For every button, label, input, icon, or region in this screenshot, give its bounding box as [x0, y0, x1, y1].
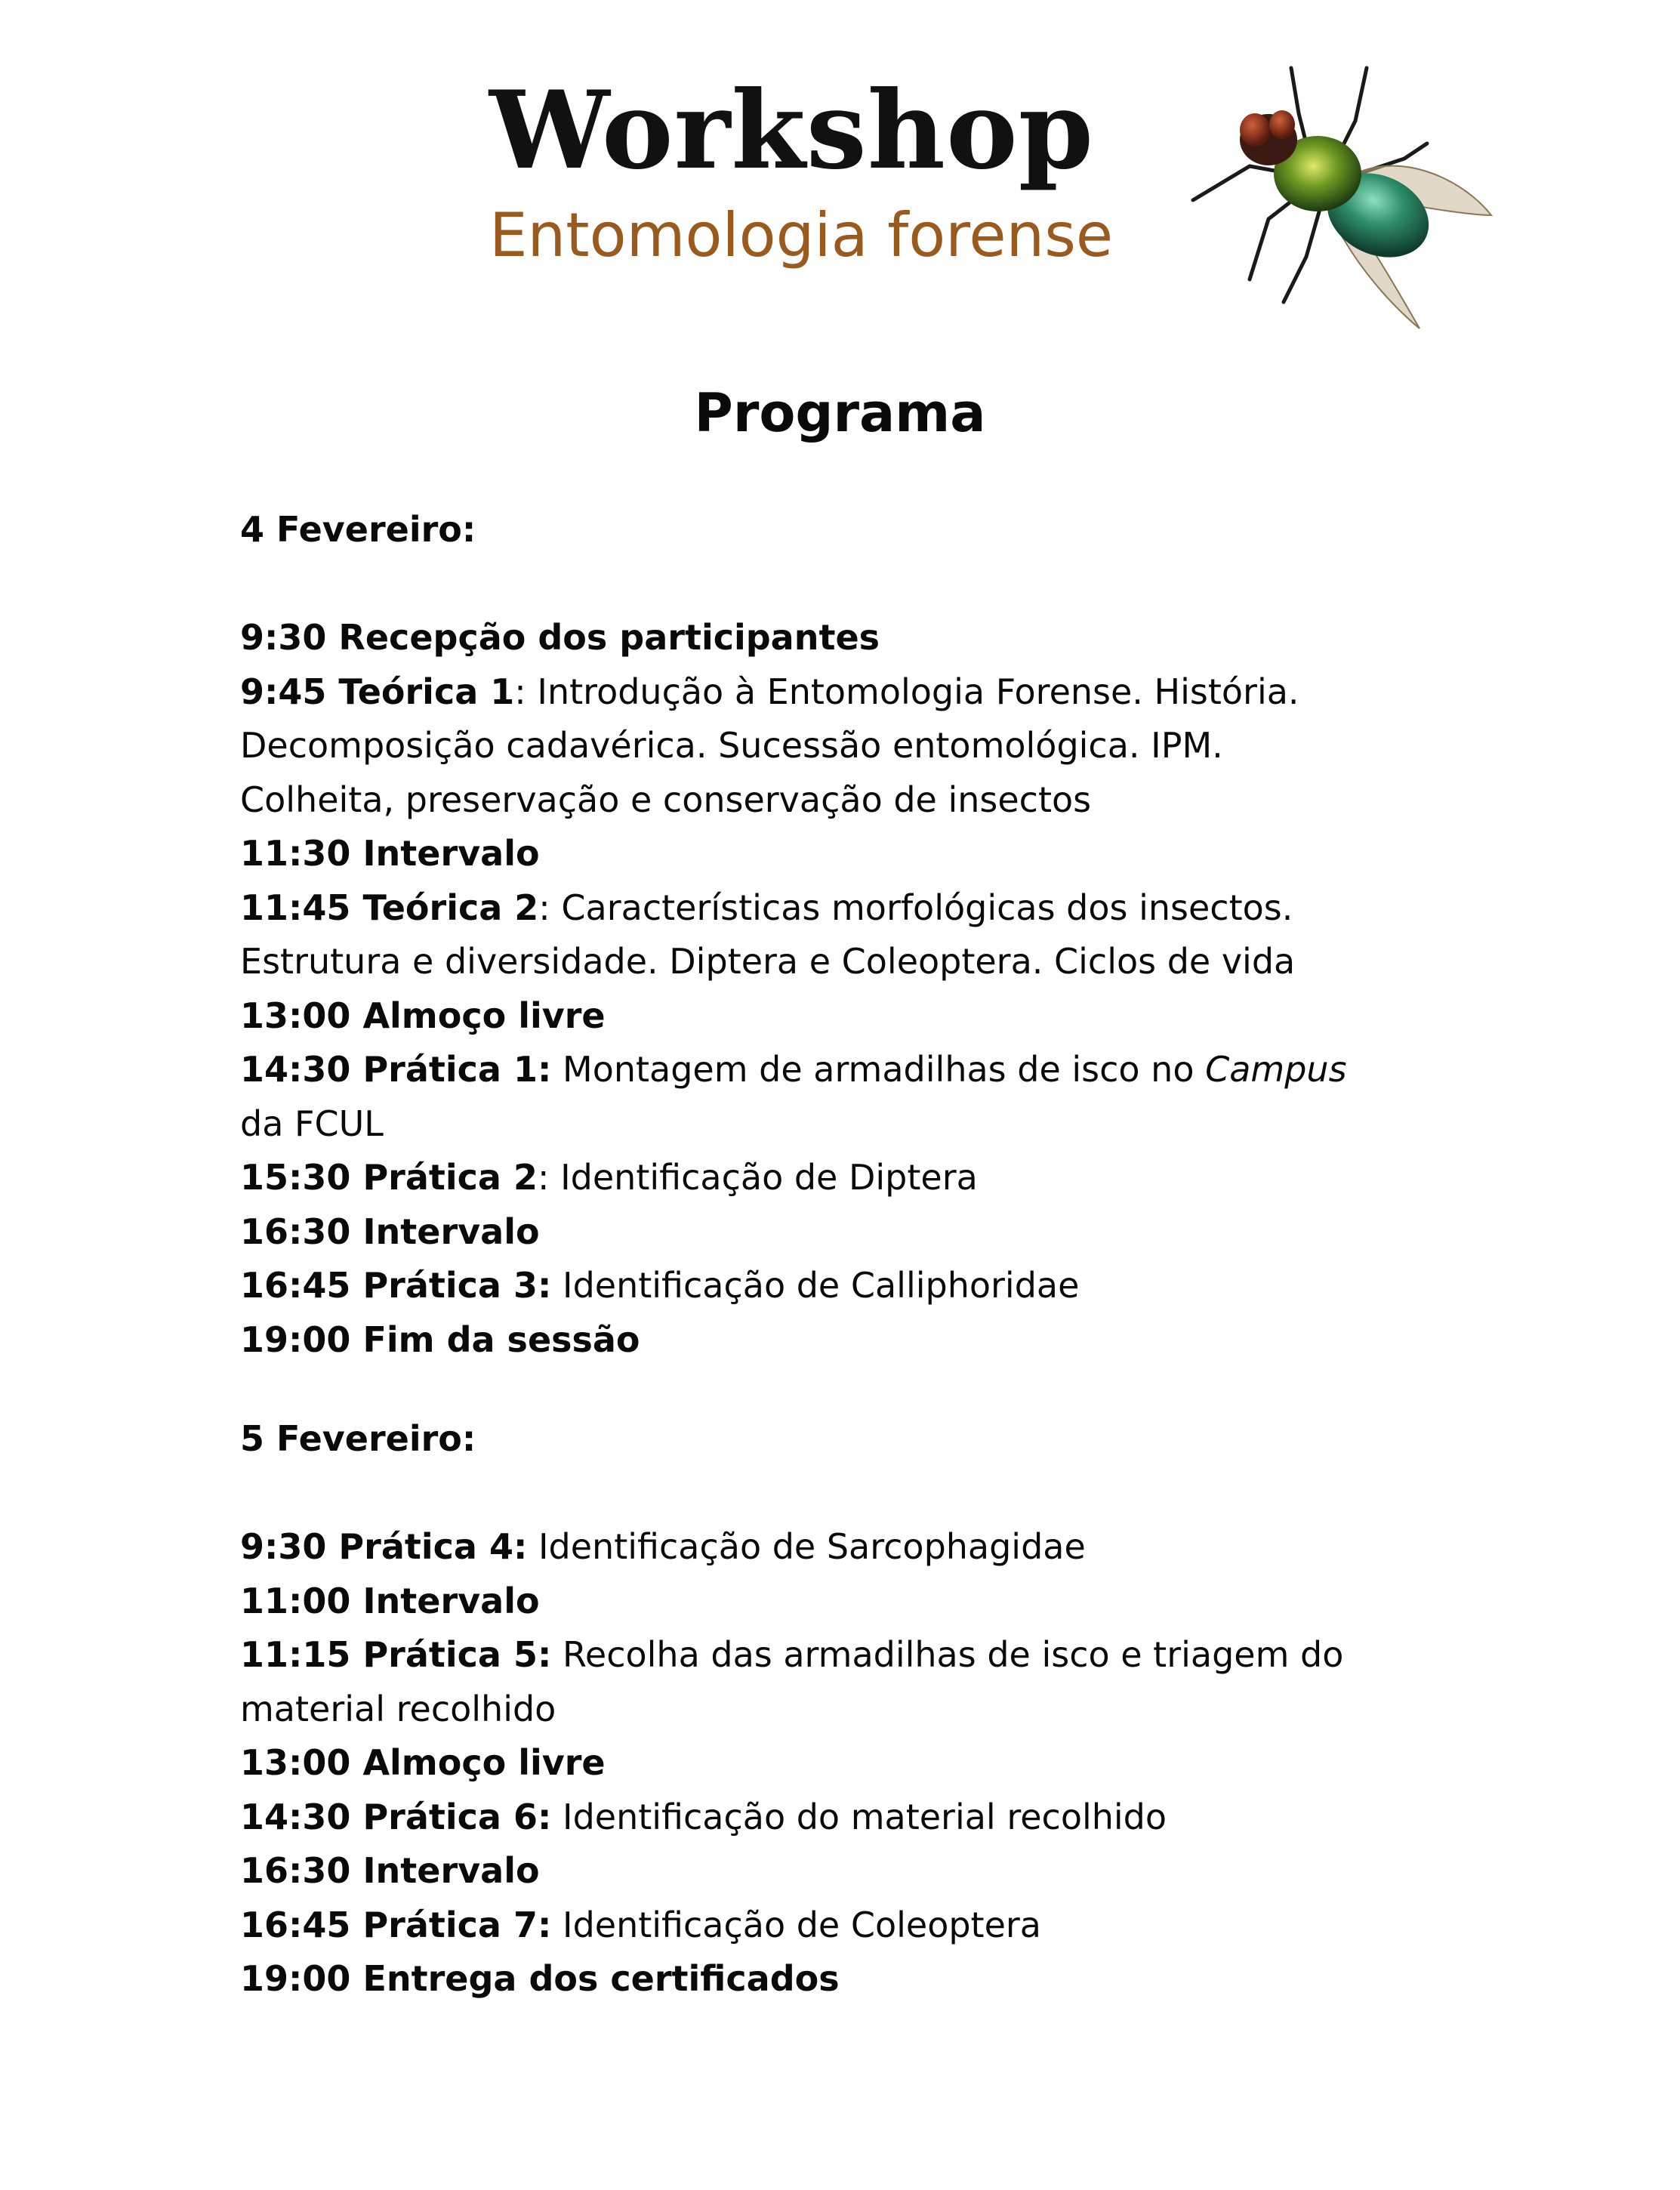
session-time-title: 11:00 Intervalo [240, 1580, 540, 1621]
schedule-item [240, 881, 1524, 989]
session-description: Colheita, preservação e conservação de insectos [240, 779, 1092, 820]
separator [551, 1905, 563, 1945]
schedule-item [240, 1952, 1524, 2006]
session-time-title: 19:00 Entrega dos certificados [240, 1958, 840, 1999]
session-description: Identificação de Coleoptera [563, 1904, 1041, 1945]
program-title: Programa [694, 382, 986, 444]
session-description: Recolha das armadilhas de isco e triagem do [563, 1634, 1344, 1675]
session-time-title: 16:30 Intervalo [240, 1211, 540, 1252]
schedule-item [240, 827, 1524, 881]
separator [551, 1049, 563, 1090]
session-time-title: 14:30 Prática 6: [240, 1796, 552, 1837]
day-section [240, 1412, 1524, 2006]
schedule-item [240, 1575, 1524, 1629]
session-description: Decomposição cadavérica. Sucessão entomológica. IPM. [240, 725, 1223, 766]
session-description: Introdução à Entomologia Forense. História. [537, 671, 1299, 712]
schedule-item [240, 1736, 1524, 1791]
session-time-title: 9:45 Teórica 1 [240, 671, 515, 712]
day-section [240, 503, 1524, 1367]
session-description: Identificação de Sarcophagidae [538, 1526, 1086, 1567]
session-time-title: 11:30 Intervalo [240, 833, 540, 874]
session-description-italic: Campus [1205, 1049, 1347, 1090]
session-time-title: 16:30 Intervalo [240, 1850, 540, 1891]
session-time-title: 13:00 Almoço livre [240, 995, 606, 1036]
session-time-title: 11:45 Teórica 2 [240, 887, 539, 928]
schedule-item [240, 989, 1524, 1044]
session-time-title: 15:30 Prática 2 [240, 1157, 538, 1198]
schedule-item [240, 1313, 1524, 1368]
schedule-item [240, 1151, 1524, 1205]
day-heading: 5 Fevereiro: [240, 1418, 476, 1459]
schedule-item [240, 1899, 1524, 1953]
separator [551, 1634, 563, 1675]
schedule-item [240, 1791, 1524, 1845]
separator [527, 1526, 538, 1567]
schedule-item [240, 1259, 1524, 1313]
session-description: Identificação de Calliphoridae [563, 1265, 1080, 1306]
separator [551, 1797, 563, 1837]
session-description: material recolhido [240, 1688, 556, 1729]
session-description: Identificação do material recolhido [563, 1796, 1167, 1837]
session-time-title: 13:00 Almoço livre [240, 1742, 606, 1783]
schedule-item [240, 1628, 1524, 1736]
day-heading: 4 Fevereiro: [240, 509, 476, 550]
session-time-title: 16:45 Prática 3: [240, 1265, 552, 1306]
session-time-title: 9:30 Recepção dos participantes [240, 617, 880, 658]
schedule-item [240, 1205, 1524, 1260]
separator [551, 1265, 563, 1306]
schedule-item [240, 611, 1524, 665]
session-description: Montagem de armadilhas de isco no [563, 1049, 1206, 1090]
session-time-title: 9:30 Prática 4: [240, 1526, 528, 1567]
session-description: Identificação de Diptera [560, 1157, 978, 1198]
workshop-title: Workshop [489, 68, 1094, 193]
schedule-item [240, 1844, 1524, 1899]
separator: : [538, 887, 562, 928]
session-time-title: 19:00 Fim da sessão [240, 1319, 640, 1360]
session-description: da FCUL [240, 1103, 384, 1144]
schedule-list [240, 611, 1524, 1367]
separator: : [537, 1157, 561, 1198]
session-time-title: 14:30 Prática 1: [240, 1049, 552, 1090]
session-time-title: 11:15 Prática 5: [240, 1634, 552, 1675]
session-description: Características morfológicas dos insectos. [561, 887, 1293, 928]
schedule-item [240, 1043, 1524, 1151]
schedule-list [240, 1520, 1524, 2006]
session-description: Estrutura e diversidade. Diptera e Coleoptera. Ciclos de vida [240, 941, 1296, 982]
workshop-subtitle: Entomologia forense [489, 200, 1114, 270]
fly-icon [1178, 53, 1495, 340]
separator: : [514, 671, 538, 712]
schedule-item [240, 1520, 1524, 1575]
schedule-item [240, 665, 1524, 828]
session-time-title: 16:45 Prática 7: [240, 1904, 552, 1945]
